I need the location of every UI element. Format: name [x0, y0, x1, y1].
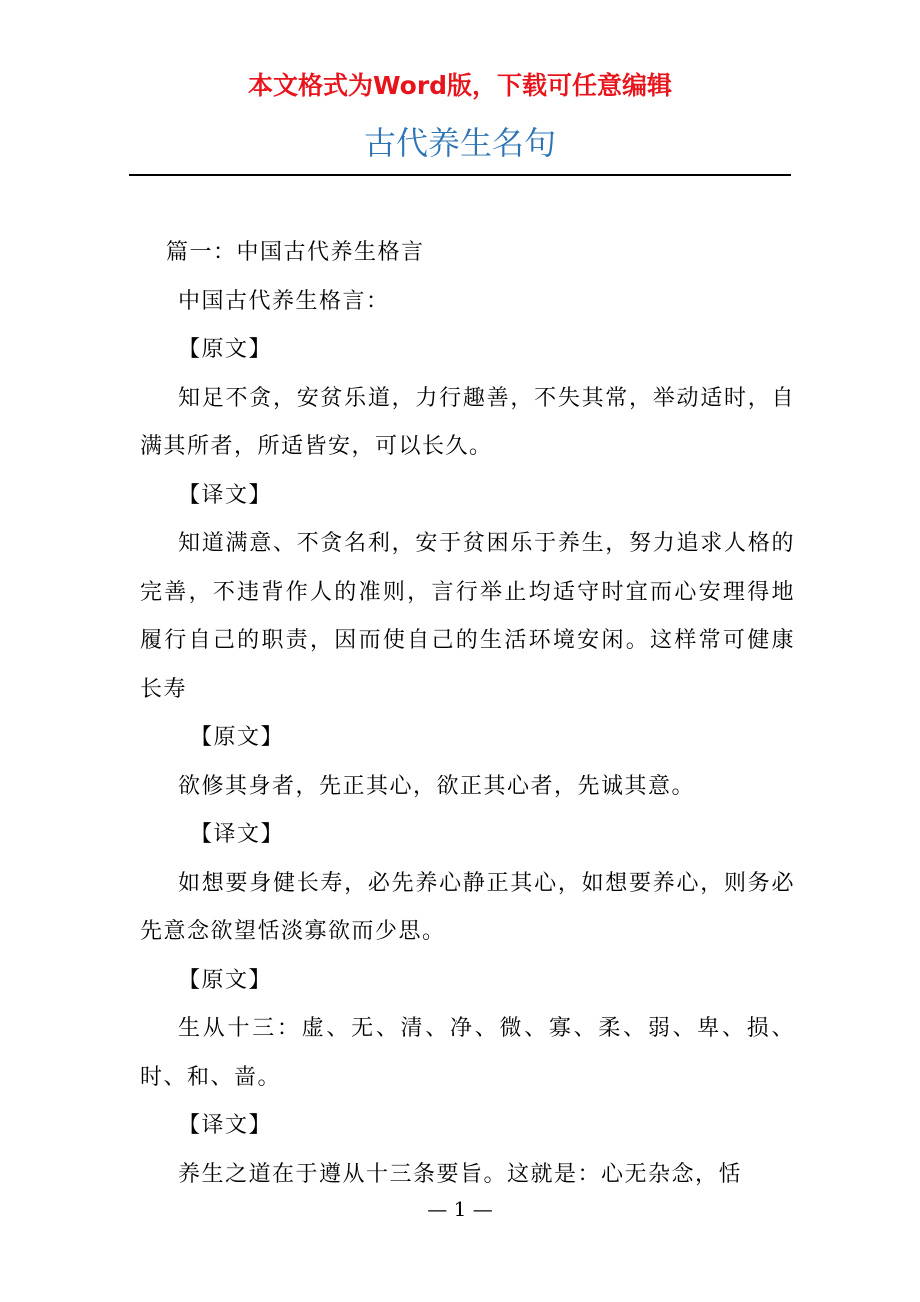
paragraph: 欲修其身者，先正其心，欲正其心者，先诚其意。: [178, 773, 696, 799]
paragraph: 知足不贪，安贫乐道，力行趣善，不失其常，举动适时，自满其所者，所适皆安，可以长久。: [140, 385, 795, 459]
original-text-label: 【原文】: [178, 967, 273, 993]
page-number: — 1 —: [427, 1197, 493, 1221]
translation-label: 【译文】: [190, 822, 285, 847]
paragraph: 生从十三：虚、无、清、净、微、寡、柔、弱、卑、损、时、和、啬。: [140, 1016, 795, 1090]
original-text-label: 【原文】: [190, 725, 285, 750]
paragraph: 中国古代养生格言：: [178, 288, 390, 314]
document-body: [140, 229, 795, 1199]
paragraph: 知道满意、不贪名利，安于贫困乐于养生，努力追求人格的完善，不违背作人的准则，言行举止均适守时宜而心安理得地履行自己的职责，因而使自己的生活环境安闲。这样常可健康长寿: [140, 531, 795, 702]
format-notice: 本文格式为Word版，下载可任意编辑: [247, 71, 673, 100]
translation-label: 【译文】: [178, 1113, 273, 1138]
document-title: 古代养生名句: [363, 124, 556, 162]
paragraph: 如想要身健长寿，必先养心静正其心，如想要养心，则务必先意念欲望恬淡寡欲而少思。: [140, 870, 795, 944]
paragraph: 养生之道在于遵从十三条要旨。这就是：心无杂念，恬: [178, 1161, 743, 1187]
title-divider: [129, 174, 791, 176]
original-text-label: 【原文】: [178, 337, 273, 362]
translation-label: 【译文】: [178, 482, 273, 508]
section-heading: 篇一：中国古代养生格言: [166, 240, 425, 265]
